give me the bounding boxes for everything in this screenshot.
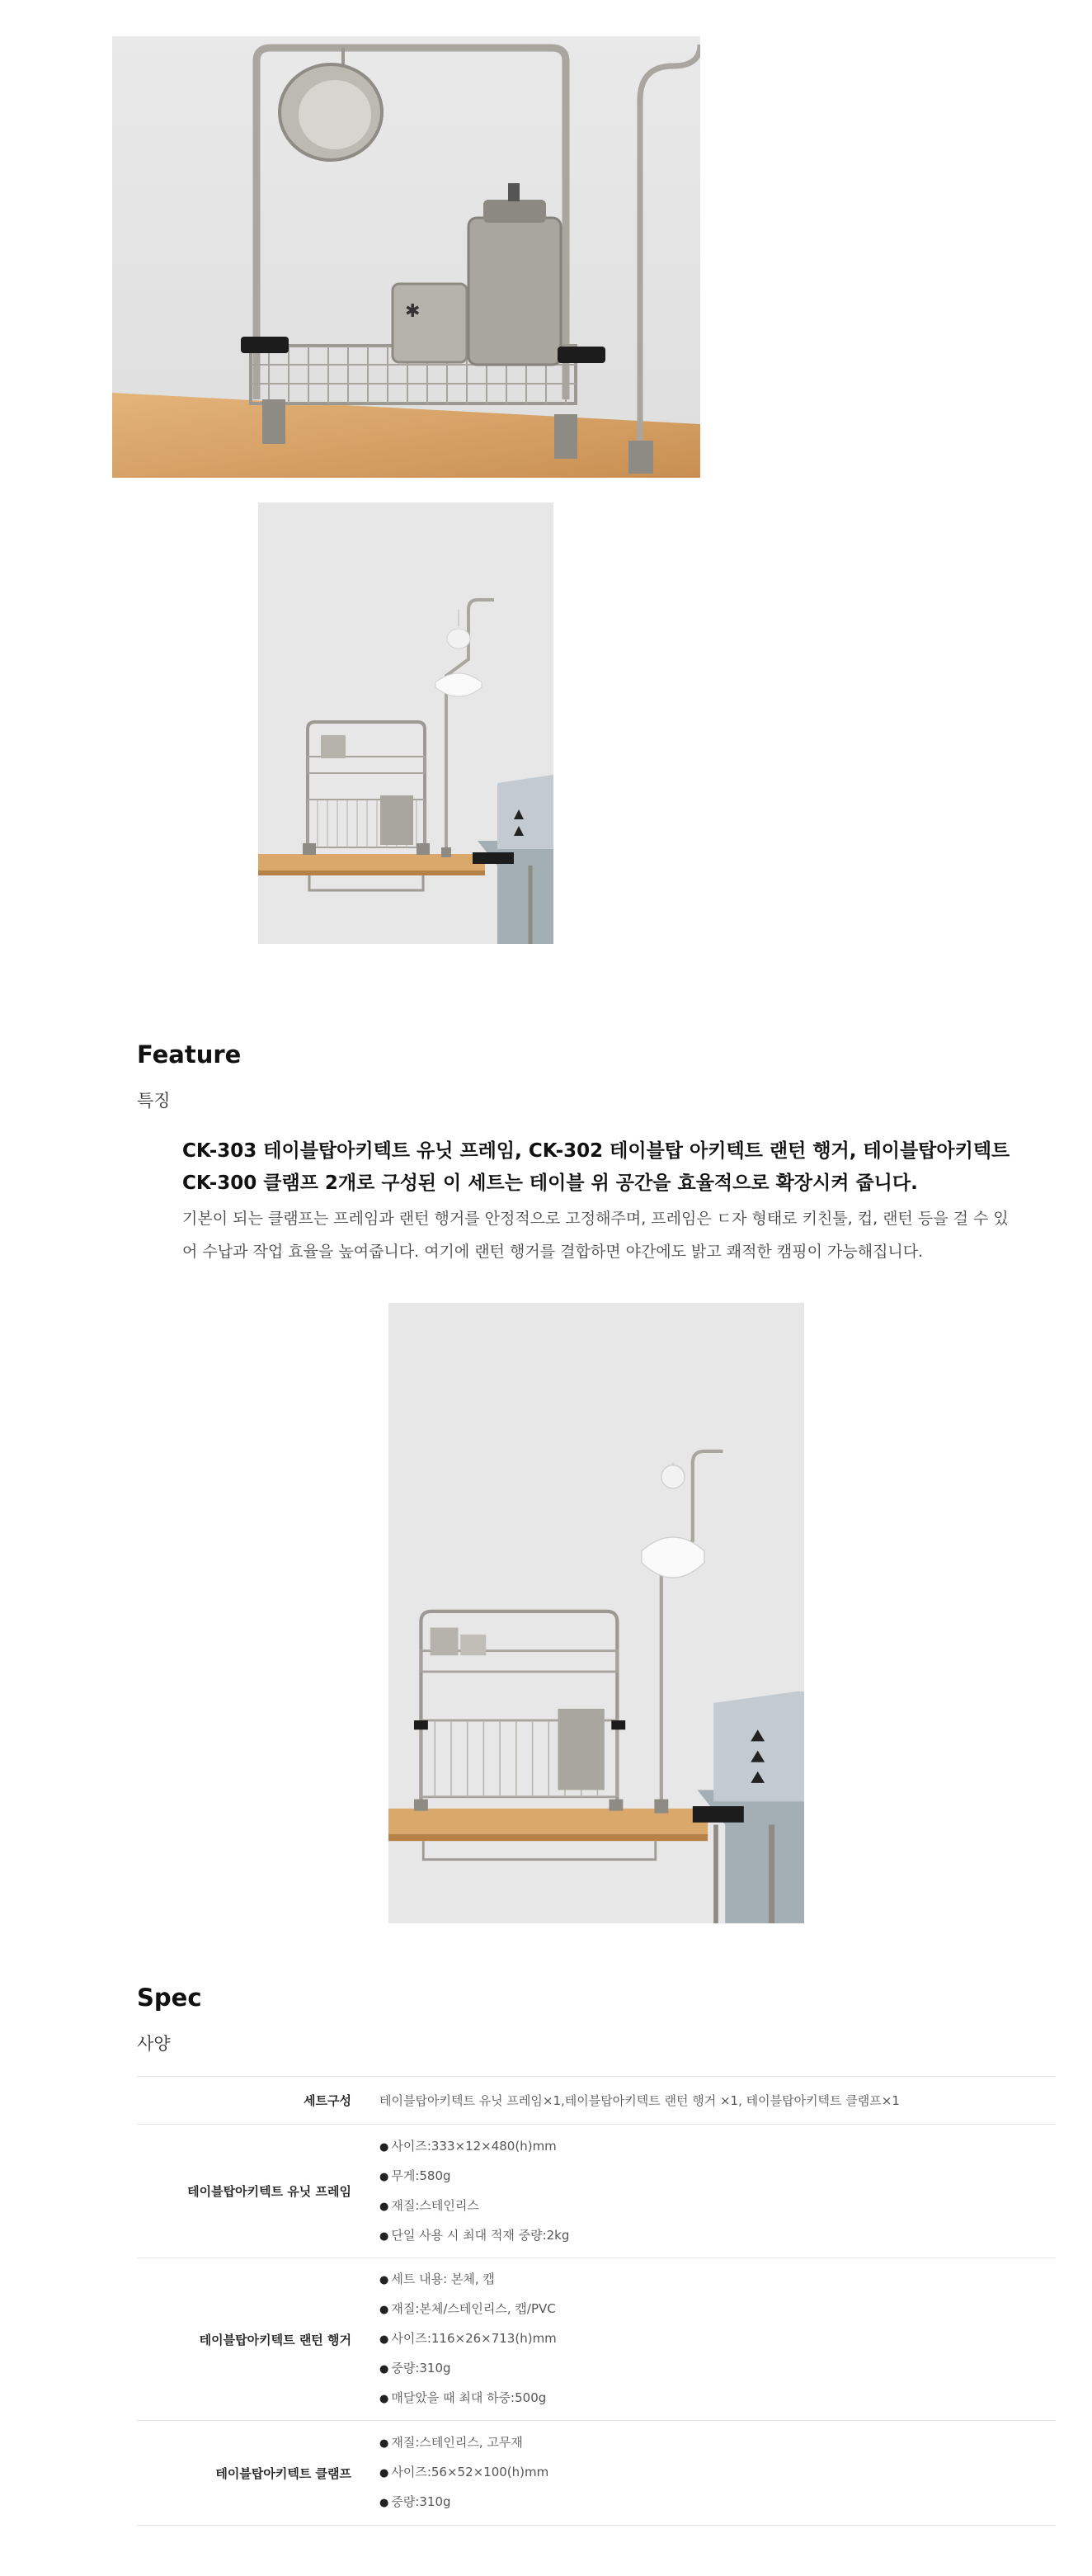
spec-item: ● 재질:본체/스테인리스, 캡/PVC (379, 2295, 1056, 2324)
spec-item: ● 사이즈:56×52×100(h)mm (379, 2458, 1056, 2488)
spec-title: Spec (137, 1984, 202, 2012)
spec-table (137, 2076, 1056, 2526)
feature-title: Feature (137, 1040, 242, 1069)
spec-label: 테이블탑아키텍트 랜턴 행거 (199, 2332, 351, 2347)
product-photo-set-small (258, 502, 553, 944)
spec-row-lantern-hanger (137, 2258, 1056, 2421)
spec-label: 세트구성 (304, 2093, 351, 2108)
spec-row-set-composition (137, 2077, 1056, 2125)
spec-item: ● 중량:310g (379, 2488, 1056, 2517)
spec-item: ● 단일 사용 시 최대 적재 중량:2kg (379, 2221, 1056, 2251)
spec-list (379, 2132, 1056, 2251)
feature-headline: CK-303 테이블탑아키텍트 유닛 프레임, CK-302 테이블탑 아키텍트 랜턴 행거, 테이블탑아키텍트 CK-300 클램프 2개로 구성된 이 세트는 테이블 위 공간을 효율적으로 확장시켜 줍니다. (182, 1140, 1010, 1194)
spec-row-clamp (137, 2421, 1056, 2526)
spec-label: 테이블탑아키텍트 클램프 (215, 2465, 351, 2481)
spec-item: ● 사이즈:116×26×713(h)mm (379, 2324, 1056, 2354)
svg-text:✱: ✱ (405, 301, 421, 322)
spec-item: ● 사이즈:333×12×480(h)mm (379, 2132, 1056, 2162)
spec-item: ● 매달았을 때 최대 하중:500g (379, 2384, 1056, 2413)
spec-list (379, 2428, 1056, 2517)
feature-subtitle: 특징 (137, 1091, 171, 1111)
spec-item: ● 무게:580g (379, 2162, 1056, 2191)
spec-subtitle: 사양 (137, 2034, 171, 2054)
spec-value: 테이블탑아키텍트 유닛 프레임×1,테이블탑아키텍트 랜턴 행거 ×1, 테이블탑아키텍트 클램프×1 (379, 2093, 900, 2108)
spec-item: ● 세트 내용: 본체, 캡 (379, 2265, 1056, 2295)
spec-row-unit-frame (137, 2125, 1056, 2258)
spec-label: 테이블탑아키텍트 유닛 프레임 (187, 2184, 351, 2199)
feature-body: 기본이 되는 클램프는 프레임과 랜턴 행거를 안정적으로 고정해주며, 프레임은 ㄷ자 형태로 키친툴, 컵, 랜턴 등을 걸 수 있어 수납과 작업 효율을 높여줍니다. 여기에 랜턴 행거를 결합하면 야간에도 밝고 쾌적한 캠핑이 가능해집니다. (182, 1210, 1009, 1261)
spec-item: ● 재질:스테인리스 (379, 2191, 1056, 2221)
product-photo-set-large (388, 1303, 804, 1923)
product-photo-unit-frame (112, 36, 700, 478)
spec-item: ● 중량:310g (379, 2354, 1056, 2384)
spec-list (379, 2265, 1056, 2413)
spec-item: ● 재질:스테인리스, 고무재 (379, 2428, 1056, 2458)
